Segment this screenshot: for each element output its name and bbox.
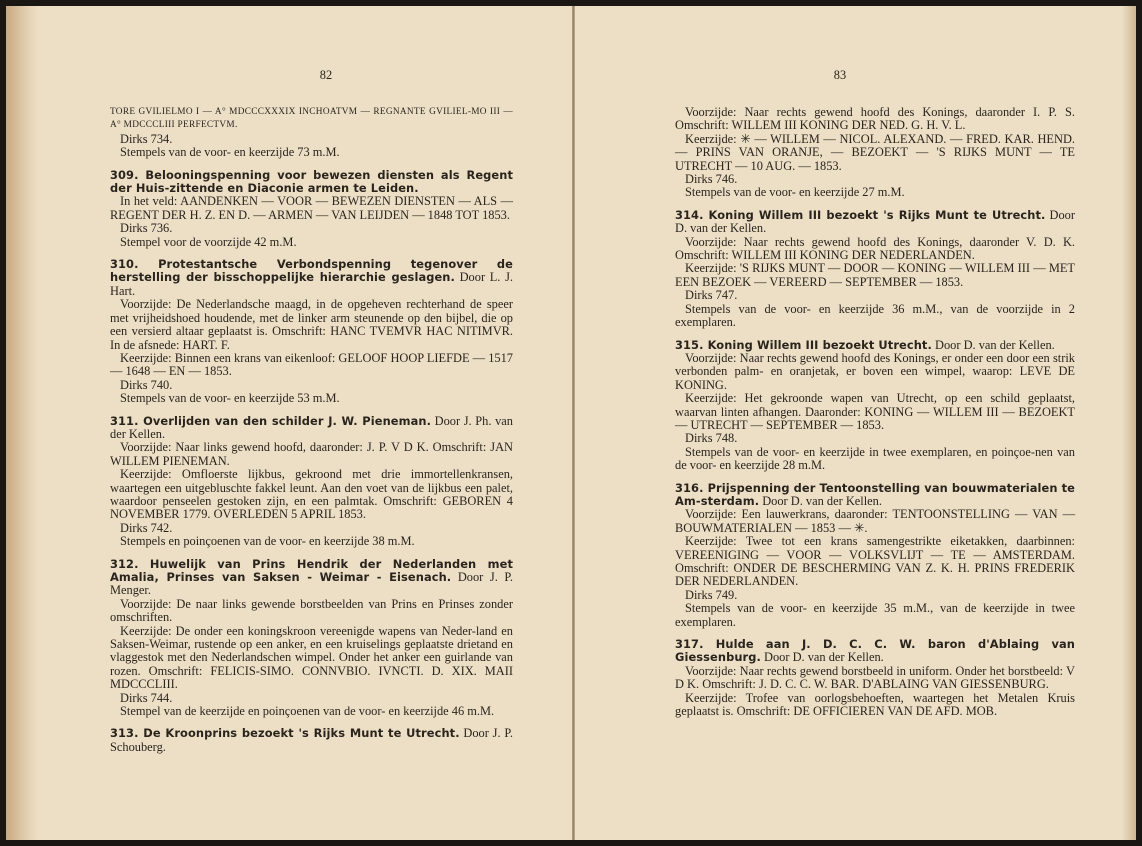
entry-paragraph: Dirks 749. (685, 587, 738, 602)
entry-paragraph: Dirks 748. (685, 431, 738, 446)
entry-paragraph: Keerzijde: Omfloerste lijkbus, gekroond met drie immortellenkransen, waartegen een uitgebluschte fakkel leunt. Aan den voet van de lijkbus een palet, waardoor penseelen gestoken zijn, en een palmtak. Omschrift: GEBOREN 4 NOVEMBER 1779. OVERLEDEN 5 APRIL 1853. (110, 467, 513, 522)
entry-heading (675, 339, 1075, 352)
entry-paragraph: Dirks 740. (120, 377, 173, 392)
entry-paragraph: Stempels van de voor- en keerzijde 36 m.M., van de voorzijde in 2 exemplaren. (675, 301, 1075, 330)
right-page (575, 6, 1136, 840)
entry-heading (110, 415, 513, 442)
text-line: Stempels van de voor- en keerzijde 27 m.M. (685, 185, 905, 200)
text-line: TORE GVILIELMO I — A° MDCCCXXXIX INCHOATVM — REGNANTE GVILIEL-MO III — A° MDCCCLIII PERFECTVM. (110, 107, 513, 131)
entry-paragraph: Dirks 742. (120, 520, 173, 535)
entry-heading (675, 482, 1075, 509)
entry-paragraph: Voorzijde: Naar rechts gewend borstbeeld in uniform. Onder het borstbeeld: V D K. Omschrift: J. D. C. C. W. BAR. D'ABLAING VAN GIESSENBURG. (675, 663, 1075, 692)
entry-heading (110, 727, 513, 754)
entry-author: Door D. van der Kellen. (675, 207, 1075, 236)
text-line: Keerzijde: ✳ — WILLEM — NICOL. ALEXAND. — FRED. KAR. HEND. — PRINS VAN ORANJE, — BEZOEKT — 'S RIJKS MUNT — TE UTRECHT — 10 AUG. — 1853. (675, 131, 1075, 173)
entry-author: Door D. van der Kellen. (759, 493, 882, 508)
entry-paragraph: Stempel voor de voorzijde 42 m.M. (120, 234, 297, 249)
entry-paragraph: Voorzijde: De naar links gewende borstbeelden van Prins en Prinses zonder omschriften. (110, 596, 513, 625)
text-line: Dirks 746. (685, 172, 738, 187)
entry-heading (675, 638, 1075, 665)
entry-paragraph: Voorzijde: De Nederlandsche maagd, in de opgeheven rechterhand de speer met vrijheidshoed houdende, met de linker arm steunende op den bijbel, die op een versierd altaar geplaatst is. Omschrift: HANC TVEMVR HAC NITIMVR. In de afsnede: HART. F. (110, 297, 513, 352)
entry-paragraph: Voorzijde: Naar links gewend hoofd, daaronder: J. P. V D K. Omschrift: JAN WILLEM PIENEMAN. (110, 440, 513, 468)
entry-title: 312. Huwelijk van Prins Hendrik der Nederlanden met Amalia, Prinses van Saksen - Weimar - Eisenach. (110, 556, 513, 584)
entry-paragraph: Keerzijde: 'S RIJKS MUNT — DOOR — KONING — WILLEM III — MET EEN BEZOEK — VEREERD — SEPTEMBER — 1853. (675, 261, 1075, 289)
text-line: Voorzijde: Naar rechts gewend hoofd des Konings, daaronder I. P. S. Omschrift: WILLEM III KONING DER NED. G. H. V. L. (675, 105, 1075, 133)
entry-paragraph: Keerzijde: De onder een koningskroon vereenigde wapens van Neder-land en Saksen-Weimar, rustende op een anker, en een kruiselings geplaatste drietand en vlaggestok met den Nederlandschen wimpel. Onder het anker een guirlande van rozen. Omschrift: FELICIS-SIMO. CONNVBIO. IVNCTI. D. XIX. MAII MDCCCLIII. (110, 623, 513, 692)
entry-author: Door D. van der Kellen. (931, 337, 1055, 352)
book-spread (6, 6, 1136, 840)
entry-paragraph: Stempel van de keerzijde en poinçoenen van de voor- en keerzijde 46 m.M. (120, 704, 495, 719)
entry-title: 313. De Kroonprins bezoekt 's Rijks Munt te Utrecht. (110, 726, 460, 741)
entry-heading (675, 209, 1075, 236)
text-line: Dirks 734. (120, 131, 173, 146)
entry-paragraph: Voorzijde: Naar rechts gewend hoofd des Konings, er onder een door een strik verbonden palm- en oranjetak, er boven een wimpel, waarop: LEVE DE KONING. (675, 350, 1075, 392)
page-text (675, 106, 1075, 718)
left-page (6, 6, 572, 840)
entry-paragraph: Dirks 744. (120, 690, 173, 705)
entry-title: 314. Koning Willem III bezoekt 's Rijks Munt te Utrecht. (675, 207, 1046, 222)
entry-title: 316. Prijspenning der Tentoonstelling van bouwmaterialen te Am-sterdam. (675, 480, 1076, 508)
entry-author: Door D. van der Kellen. (760, 650, 884, 665)
text-line: Stempels van de voor- en keerzijde 73 m.M. (120, 145, 340, 160)
entry-paragraph: Stempels van de voor- en keerzijde 35 m.M., van de keerzijde in twee exemplaren. (675, 601, 1075, 629)
entry-author: Door J. P. Schouberg. (110, 726, 513, 754)
entry-paragraph: Voorzijde: Naar rechts gewend hoofd des Konings, daaronder V. D. K. Omschrift: WILLEM III KONING DER NEDERLANDEN. (675, 234, 1075, 263)
entry-heading (110, 258, 513, 298)
page-number: 83 (833, 68, 847, 82)
entry-paragraph: Stempels en poinçoenen van de voor- en keerzijde 38 m.M. (120, 534, 415, 549)
entry-author: Door J. P. Menger. (110, 570, 513, 598)
entry-paragraph: Keerzijde: Binnen een krans van eikenloof: GELOOF HOOP LIEFDE — 1517 — 1648 — EN — 1853. (110, 350, 513, 379)
entry-title: 311. Overlijden van den schilder J. W. Pieneman. (110, 413, 432, 428)
entry-paragraph: In het veld: AANDENKEN — VOOR — BEWEZEN DIENSTEN — ALS — REGENT DER H. Z. EN D. — ARMEN — VAN LEIJDEN — 1848 TOT 1853. (110, 194, 513, 222)
page-number: 82 (319, 68, 333, 82)
entry-paragraph: Stempels van de voor- en keerzijde in twee exemplaren, en poinçoe-nen van de voor- en keerzijde 28 m.M. (675, 444, 1075, 473)
entry-paragraph: Keerzijde: Trofee van oorlogsbehoeften, waartegen het Metalen Kruis geplaatst is. Omschrift: DE OFFICIEREN VAN DE AFD. MOB. (675, 690, 1075, 719)
entry-title: 309. Belooningspenning voor bewezen diensten als Regent der Huis-zittende en Diaconie armen te Leiden. (110, 167, 513, 196)
entry-paragraph: Keerzijde: Twee tot een krans samengestrikte eiketakken, daarbinnen: VEREENIGING — VOOR — VOLKSVLIJT — TE — AMSTERDAM. Omschrift: ONDER DE BESCHERMING VAN Z. K. H. PRINS FREDERIK DER NEDERLANDEN. (675, 534, 1075, 589)
entry-paragraph: Dirks 736. (120, 221, 173, 236)
entry-author: Door L. J. Hart. (110, 270, 513, 298)
entry-paragraph: Keerzijde: Het gekroonde wapen van Utrecht, op een schild geplaatst, waarvan linten afhangen. Daaronder: KONING — WILLEM III — BEZOEKT — UTRECHT — SEPTEMBER — 1853. (675, 391, 1075, 432)
entry-title: 310. Protestantsche Verbondspenning tegenover de herstelling der bisschoppelijke hierarchie geslagen. (110, 257, 513, 285)
entry-author: Door J. Ph. van der Kellen. (110, 413, 513, 441)
entry-title: 317. Hulde aan J. D. C. C. W. baron d'Ablaing van Giessenburg. (675, 637, 1075, 665)
entry-heading (110, 558, 513, 598)
entry-heading (110, 169, 513, 196)
entry-paragraph: Dirks 747. (685, 288, 738, 303)
entry-paragraph: Stempels van de voor- en keerzijde 53 m.M. (120, 391, 340, 406)
entry-title: 315. Koning Willem III bezoekt Utrecht. (675, 337, 932, 352)
page-text (110, 106, 513, 754)
entry-paragraph: Voorzijde: Een lauwerkrans, daaronder: TENTOONSTELLING — VAN — BOUWMATERIALEN — 1853 — ✳. (675, 507, 1075, 535)
